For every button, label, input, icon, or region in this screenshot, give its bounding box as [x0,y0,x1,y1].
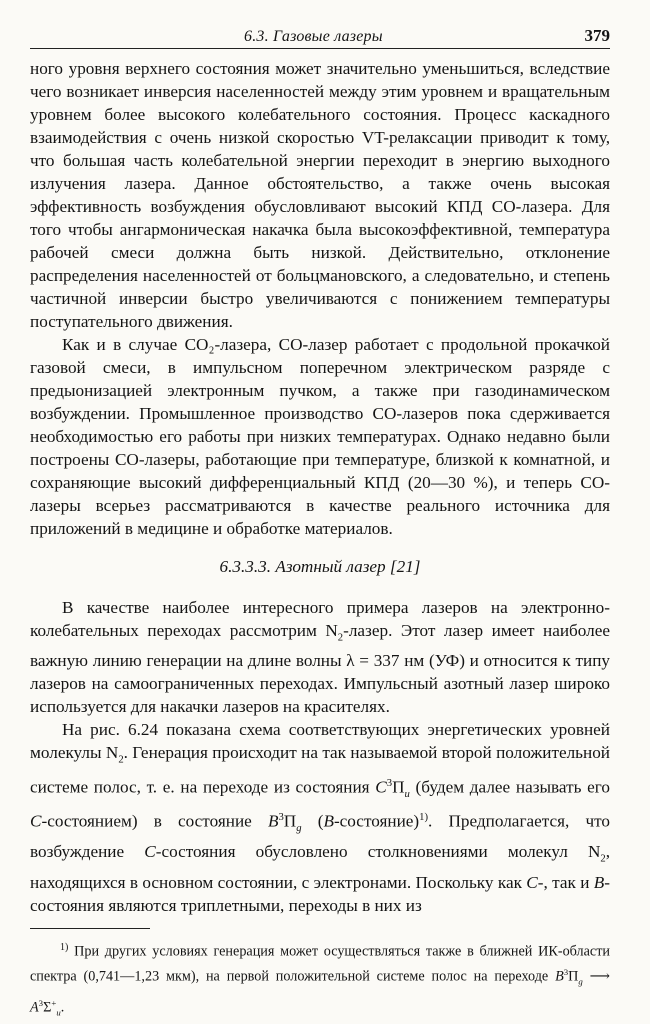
paragraph-1: ного уровня верхнего состояния может значительно уменьшиться, вследствие чего возникает инверсия населенностей между этим уровнем и вращательным уровнем более высокого колебательного состояния. Процесс каскадного взаимодействия с очень низкой скоростью VT-релаксации приводит к тому, что большая часть колебательной энергии переходит в энергию выходного излучения лазера. Данное обстоятельство, а также очень высокая эффективность возбуждения обусловливают высокий КПД CO-лазера. Для того чтобы ангармоническая накачка была высокоэффективной, температура рабочей смеси должна быть низкой. Действительно, отклонение распределения населенностей от больцмановского, а следовательно, и степень частичной инверсии быстро увеличиваются с понижением температуры поступательного движения. [30,59,610,331]
fn-end: . [60,999,65,1016]
footnote [30,937,610,1024]
p4-c-letter-3: C [144,842,156,862]
paragraph-3 [30,596,610,718]
p4-c-letter-2: C [30,811,42,831]
p4-state-b-pi: Π [283,811,297,831]
p4-text-8: -состояния обусловлено столкновениями молекул N [155,842,601,862]
fn-state-b-sub: g [578,976,583,987]
fn-state-a: A [30,999,39,1016]
p4-state-c: C [375,777,387,797]
footnote-mark: 1) [60,941,69,953]
p3-text-b: -лазер. Этот лазер имеет наиболее важную линию генерации на длине волны λ = 337 нм (УФ) и относится к типу лазеров на самоограниченных переходах. Импульсный азотный лазер широко используется для накачки лазеров на красителях. [30,621,610,717]
p4-sub-1: 2 [118,754,124,766]
p4-text-11: -состояния являются триплетными, переходы в них из [30,872,610,915]
p4-text-7: . Предполагается, что возбуждение [30,811,610,862]
footnote-text: При других условиях генерация может осуществляться также в ближней ИК-области спектра (0,741—1,23 мкм), на первой положительной системе полос на переходе [30,943,610,986]
p4-text-1: На рис. 6.24 показана схема соответствующих энергетических уровней молекулы N [30,720,610,763]
fn-state-a-plus: + [51,997,57,1008]
subsection-heading: 6.3.3.3. Азотный лазер [21] [219,557,421,576]
p4-state-c-sup: 3 [386,777,393,789]
paragraph-2: Как и в случае CO₂-лазера, CO-лазер работает с продольной прокачкой газовой смеси, в импульсном поперечном электрическом разряде с предыонизацией электронным пучком, а также при газодинамическом возбуждении. Промышленное производство CO-лазеров пока сдерживается необходимостью его работы при низких температурах. Однако недавно были построены CO-лазеры, работающие при температуре, близкой к комнатной, и сохраняющие высокий дифференциальный КПД (20—30 %), и теперь CO-лазеры всерьез рассматриваются в качестве реального источника для приложений в медицине и обработке материалов. [30,335,610,538]
fn-state-b-sup: 3 [563,967,569,978]
p3-text-a: В качестве наиболее интересного примера лазеров на электронно-колебательных переходах рассмотрим N [30,598,610,640]
p4-text-9: , находящихся в основном состоянии, с электронами. Поскольку как [30,842,610,892]
footnote-reference: 1) [419,812,429,824]
p4-state-c-pi: Π [392,777,405,797]
transition-arrow-icon: ⟶ [582,969,610,986]
paragraph-4 [30,718,610,916]
fn-state-b: B [555,969,564,986]
p4-text-4: -состоянием) в состояние [41,811,268,831]
page-number: 379 [584,26,610,45]
main-text [30,57,610,917]
p4-sub-2: 2 [600,853,606,865]
p4-c-letter-4: C [526,872,538,892]
p4-state-c-sub: u [404,789,410,801]
p4-state-b-sub: g [296,823,302,835]
footnote-divider [30,928,150,929]
p4-text-2: . Генерация происходит на так называемой второй положительной системе полос, т. е. на переходе из состояния [30,743,610,797]
fn-state-a-sub: u [56,1007,61,1018]
p4-state-b-sup: 3 [278,812,284,824]
p4-text-6: -состояние) [333,811,420,831]
fn-state-b-pi: Π [568,969,579,986]
p4-state-b: B [267,811,279,831]
p3-sub: 2 [337,632,344,644]
p4-text-5: ( [301,811,324,831]
p4-text-3: (будем далее называть его [409,777,610,797]
p4-text-10: -, так и [537,872,594,892]
section-title: 6.3. Газовые лазеры [244,28,383,45]
running-header [30,26,610,49]
fn-state-a-sigma: Σ [43,999,52,1016]
fn-state-a-sup: 3 [38,997,44,1008]
p4-b-letter-2: B [323,811,334,831]
p4-b-letter-3: B [593,872,605,892]
